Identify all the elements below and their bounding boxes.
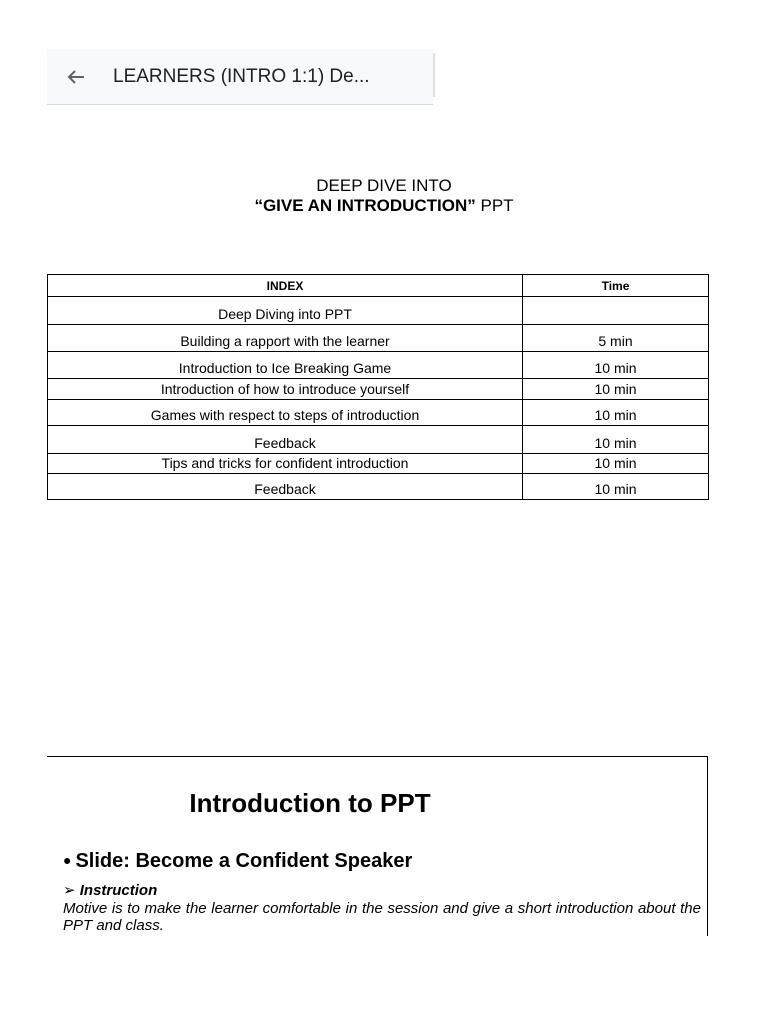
title-bold: “GIVE AN INTRODUCTION” [254,196,476,215]
instruction-text: Instruction [79,882,158,899]
row-topic: Introduction to Ice Breaking Game [48,352,523,379]
row-topic: Introduction of how to introduce yourself [48,379,523,400]
back-arrow-icon[interactable] [65,66,87,88]
document-title: LEARNERS (INTRO 1:1) De... [113,65,370,87]
table-row [48,379,709,400]
row-time: 10 min [523,379,709,400]
row-time: 10 min [523,400,709,426]
page-title [0,176,768,216]
row-time: 5 min [523,325,709,352]
row-time: 10 min [523,474,709,500]
motive-paragraph: Motive is to make the learner comfortable in the session and give a short introduction about the PPT and class. [63,900,701,934]
arrowhead-icon: ➢ [63,882,76,899]
row-time: 10 min [523,454,709,474]
instruction-label [63,881,157,899]
header-time: Time [523,275,709,297]
row-topic: Tips and tricks for confident introduction [48,454,523,474]
row-topic: Feedback [48,426,523,454]
table-row [48,454,709,474]
bullet-text: Slide: Become a Confident Speaker [75,850,413,872]
table-row [48,352,709,379]
title-rest: PPT [475,196,514,215]
row-time: 10 min [523,426,709,454]
row-time [523,297,709,325]
table-header-row [48,275,709,297]
bullet-dot-icon: ● [63,852,72,868]
title-line-1: DEEP DIVE INTO [316,176,452,195]
title-line-2 [0,196,768,216]
row-topic: Feedback [48,474,523,500]
table-row [48,426,709,454]
index-table [47,274,709,500]
row-time: 10 min [523,352,709,379]
table-row [48,297,709,325]
row-topic: Games with respect to steps of introduction [48,400,523,426]
row-topic: Building a rapport with the learner [48,325,523,352]
slide-bullet [63,850,412,873]
table-row [48,400,709,426]
app-bar [47,49,433,105]
header-index: INDEX [48,275,523,297]
section-heading: Introduction to PPT [189,788,431,818]
table-row [48,474,709,500]
appbar-divider [433,53,435,97]
row-topic: Deep Diving into PPT [48,297,523,325]
table-row [48,325,709,352]
